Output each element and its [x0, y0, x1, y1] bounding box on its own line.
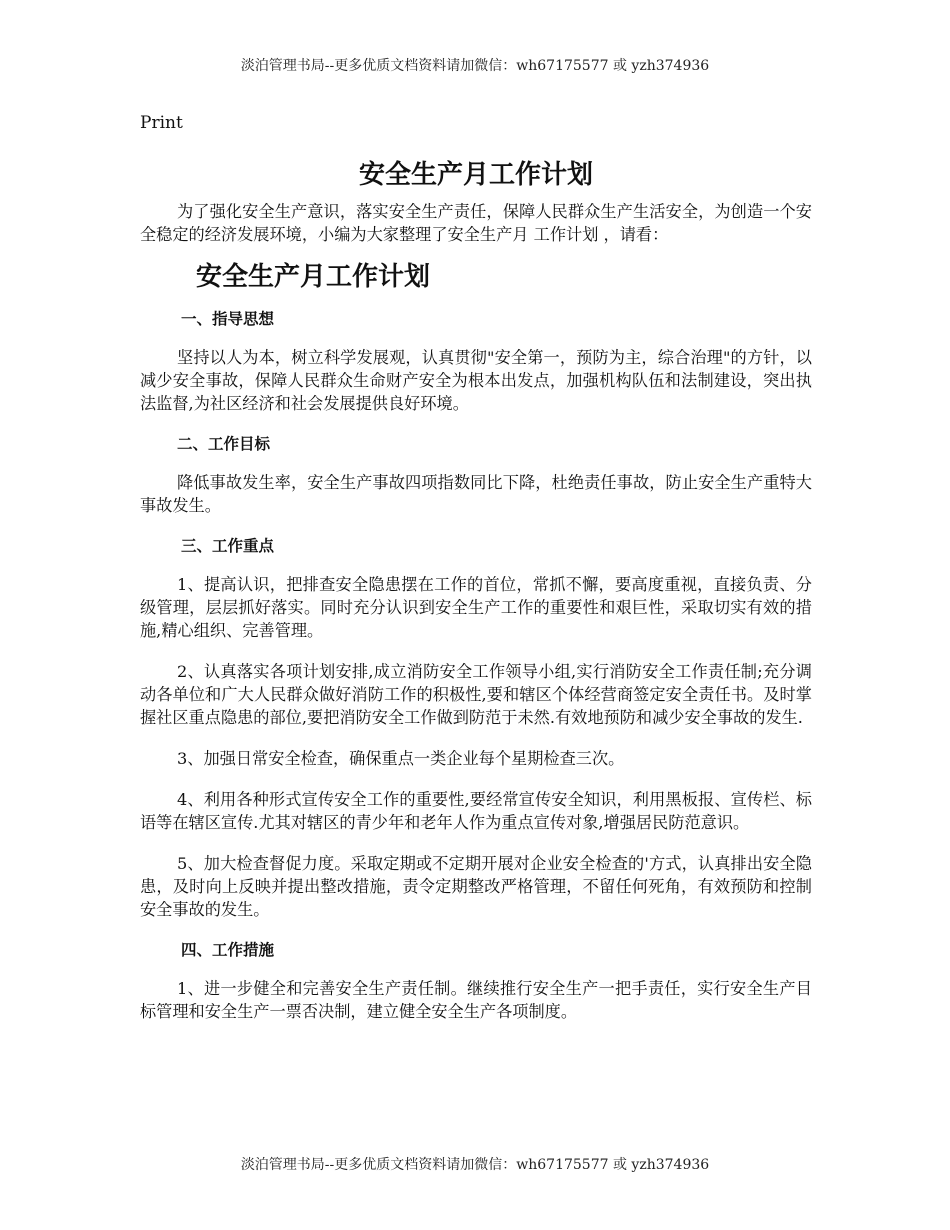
section-paragraph: 3、加强日常安全检查，确保重点一类企业每个星期检查三次。 [177, 749, 625, 768]
document-body [140, 112, 812, 1039]
section-paragraph: 5、加大检查督促力度。采取定期或不定期开展对企业安全检查的'方式，认真排出安全隐患，及时向上反映并提出整改措施，责令定期整改严格管理，不留任何死角，有效预防和控制安全事故的发生。 [140, 854, 812, 919]
document-title: 安全生产月工作计划 [358, 160, 593, 190]
section-paragraph: 坚持以人为本，树立科学发展观，认真贯彻"安全第一，预防为主，综合治理"的方针，以减少安全事故，保障人民群众生命财产安全为根本出发点，加强机构队伍和法制建设，突出执法监督,为社区经济和社会发展提供良好环境。 [140, 348, 812, 413]
section-heading-work-focus: 三、工作重点 [181, 537, 275, 555]
page-header: 淡泊管理书局--更多优质文档资料请加微信：wh67175577 或 yzh374936 [240, 58, 710, 74]
section-heading-work-measures: 四、工作措施 [181, 941, 275, 959]
intro-paragraph: 为了强化安全生产意识，落实安全生产责任，保障人民群众生产生活安全，为创造一个安全稳定的经济发展环境，小编为大家整理了安全生产月 工作计划 ，请看： [140, 202, 812, 244]
document-subtitle: 安全生产月工作计划 [196, 262, 431, 292]
section-paragraph: 2、认真落实各项计划安排,成立消防安全工作领导小组,实行消防安全工作责任制;充分调动各单位和广大人民群众做好消防工作的积极性,要和辖区个体经营商签定安全责任书。及时掌握社区重点隐患的部位,要把消防安全工作做到防范于未然.有效地预防和减少安全事故的发生. [140, 662, 812, 727]
print-label: Print [140, 113, 183, 133]
section-paragraph: 降低事故发生率，安全生产事故四项指数同比下降，杜绝责任事故，防止安全生产重特大事故发生。 [140, 473, 812, 515]
section-paragraph: 4、利用各种形式宣传安全工作的重要性,要经常宣传安全知识，利用黑板报、宣传栏、标语等在辖区宣传.尤其对辖区的青少年和老年人作为重点宣传对象,增强居民防范意识。 [140, 790, 812, 832]
page-footer: 淡泊管理书局--更多优质文档资料请加微信：wh67175577 或 yzh374936 [240, 1157, 710, 1173]
section-heading-work-goals: 二、工作目标 [177, 435, 271, 453]
section-heading-guiding-thought: 一、指导思想 [181, 310, 275, 328]
section-paragraph: 1、提高认识，把排查安全隐患摆在工作的首位，常抓不懈，要高度重视，直接负责、分级管理，层层抓好落实。同时充分认识到安全生产工作的重要性和艰巨性，采取切实有效的措施,精心组织、完善管理。 [140, 575, 812, 640]
section-paragraph: 1、进一步健全和完善安全生产责任制。继续推行安全生产一把手责任，实行安全生产目标管理和安全生产一票否决制，建立健全安全生产各项制度。 [140, 979, 812, 1021]
